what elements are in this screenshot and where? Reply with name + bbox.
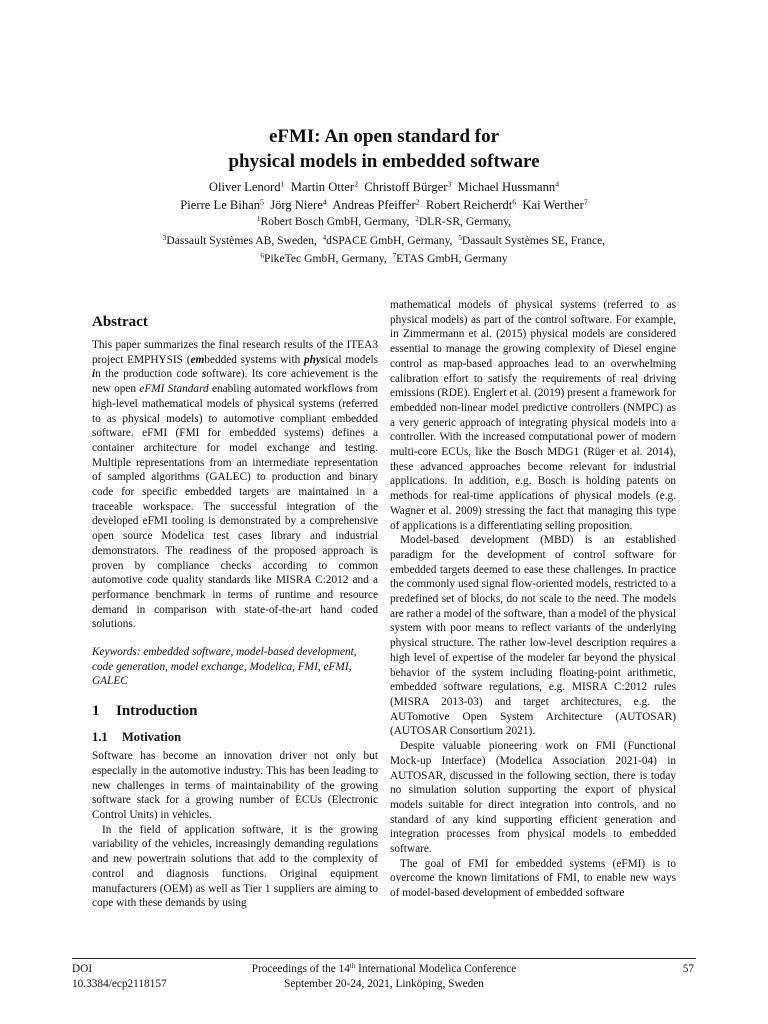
affil-line-2 xyxy=(0,232,768,251)
abstract-heading: Abstract xyxy=(92,314,148,330)
author-affil-num: 2 xyxy=(354,179,358,189)
body-paragraph: mathematical models of physical systems (referred to as physical models) as part of the control software. For example, in Zimmermann et al. (2015) physical models are considered essential to manage the growing complexity of Diesel engine control as map-based approaches lead to an overwhelming calibration effort to satisfy the requirements of real driving emissions (RDE). Englert et al. (2019) present a framework for embedded non-linear model predictive controllers (NMPC) as a very generic approach of integrating physical models into a controller. With the increased computational power of modern multi-core ECUs, like the Bosch MDG1 (Rüger et al. 2014), these advanced approaches become relevant for industrial applications. In addition, e.g. Bosch is holding patents on methods for real-time applications of physical models (e.g. Wagner et al. 2009) stressing the fact that managing this type of applications is a differentiating selling proposition. xyxy=(390,299,676,532)
affil-num: 3 xyxy=(162,233,167,242)
proceedings-title: Proceedings of the 14th International Modelica Conference xyxy=(251,962,517,975)
affil-num: 1 xyxy=(256,215,261,224)
footer-proceedings xyxy=(180,962,588,992)
paper-title xyxy=(0,124,768,174)
subsection-title: Motivation xyxy=(122,730,182,745)
affil-num: 5 xyxy=(458,233,462,242)
affil-text: Dassault Systèmes AB, Sweden, xyxy=(166,233,317,247)
left-column xyxy=(92,312,378,911)
right-column xyxy=(390,298,676,901)
author-affil-num: 2 xyxy=(415,197,420,207)
conference-date: September 20-24, 2021, Linköping, Sweden xyxy=(284,978,484,990)
author-affil-num: 7 xyxy=(583,197,588,207)
page-number: 57 xyxy=(682,963,694,975)
affil-line-1 xyxy=(0,213,768,232)
author-name: Kai Werther xyxy=(522,198,584,212)
subsection-number: 1.1 xyxy=(92,730,108,745)
affiliation-list xyxy=(0,213,768,269)
author-affil-num: 3 xyxy=(447,179,452,189)
author-affil-num: 5 xyxy=(260,197,264,207)
affil-num: 4 xyxy=(322,233,327,242)
doi-label: DOI xyxy=(72,963,93,975)
abstract-paragraph: This paper summarizes the final research results of the ITEA3 project EMPHYSIS (embedded systems with physical models in the production code software). Its core achievement is the new open eFMI Standard enabling automated workflows from high-level mathematical models of physical systems (referred to as physical models) to automotive compliant embedded software. eFMI (FMI for embedded systems) defines a container architecture for model exchange and testing. Multiple representations from an intermediate representation of sampled algorithms (GALEC) to production and binary code for specific embedded targets are maintained in a traceable workspace. The successful integration of the developed eFMI tooling is demonstrated by a comprehensive open source Modelica test cases library and industrial demonstrators. The readiness of the proposed approach is proven by compliance checks according to common automotive code quality standards like MISRA C:2012 and a performance benchmark in terms of runtime and resource demand in comparison with state-of-the-art hand coded solutions. xyxy=(92,339,379,631)
author-name: Robert Reicherdt xyxy=(425,198,513,212)
body-paragraph: Model-based development (MBD) is an established paradigm for the development of control software for embedded targets deemed to ease these challenges. In practice the commonly used signal flow-oriented models, restricted to a predefined set of blocks, do not scale to the need. The models are rather a model of the software, than a model of the physical system with poor means to reflect variants of the underlying physical structure. The rather low-level description requires a high level of expertise of the modeler far beyond the physical behavior of the system including floating-point arithmetic, embedded software regulations, e.g. MISRA C:2012 rules (MISRA 2013-03) and target architectures, e.g. the AUTomotive Open System Architecture (AUTOSAR) (AUTOSAR Consortium 2021). xyxy=(390,534,676,738)
affil-text: ETAS GmbH, Germany xyxy=(396,252,508,265)
keywords: Keywords: embedded software, model-based development, code generation, model exchange, Modelica, FMI, eFMI, GALEC xyxy=(92,646,357,688)
affil-line-3 xyxy=(0,250,768,269)
doi-value: 10.3384/ecp2118157 xyxy=(72,978,167,990)
author-affil-num: 4 xyxy=(555,179,560,189)
body-paragraph: Software has become an innovation driver not only but especially in the automotive industry. This has been leading to new challenges in terms of maintainability of the growing software stack for a growing number of ECUs (Electronic Control Units) in vehicles. xyxy=(92,750,378,821)
footer-doi xyxy=(72,962,167,992)
body-paragraph: In the field of application software, it is the growing variability of the vehicles, increasingly demanding regulations and new powertrain solutions that add to the complexity of control and diagnosis functions. Original equipment manufacturers (OEM) as well as Tier 1 suppliers are aiming to cope with these demands by using xyxy=(92,823,378,910)
affil-num: 2 xyxy=(415,215,419,224)
author-affil-num: 6 xyxy=(512,197,517,207)
affil-text: dSPACE GmbH, Germany, xyxy=(326,233,453,247)
subsection-heading xyxy=(92,729,378,745)
author-list xyxy=(0,178,768,214)
affil-num: 7 xyxy=(392,252,397,261)
title-line-2: physical models in embedded software xyxy=(228,151,540,172)
author-name: Jörg Niere xyxy=(270,198,323,212)
section-title: Introduction xyxy=(116,703,198,720)
author-line-1 xyxy=(0,178,768,196)
author-name: Michael Hussmann xyxy=(457,180,556,194)
affil-text: Robert Bosch GmbH, Germany, xyxy=(260,215,410,228)
author-affil-num: 1 xyxy=(280,179,285,189)
author-name: Martin Otter xyxy=(290,180,355,194)
author-affil-num: 4 xyxy=(322,197,327,207)
author-line-2 xyxy=(0,196,768,214)
section-number: 1 xyxy=(92,703,100,720)
affil-text: PikeTec GmbH, Germany, xyxy=(264,252,387,265)
author-name: Christoff Bürger xyxy=(364,180,448,194)
body-paragraph: Despite valuable pioneering work on FMI (Functional Mock-up Interface) (Modelica Association 2021-04) in AUTOSAR, discussed in the following section, there is today no simulation solution supporting the export of physical models suitable for direct integration into controls, and no standard of any kind supporting efficient generation and integration processes from physical models to embedded software. xyxy=(390,740,676,856)
body-paragraph: The goal of FMI for embedded systems (eFMI) is to overcome the known limitations of FMI, to enable new ways of model-based development of embedded software xyxy=(390,857,676,900)
footer-rule xyxy=(72,958,696,959)
author-name: Oliver Lenord xyxy=(208,180,281,194)
affil-text: DLR-SR, Germany, xyxy=(418,215,512,228)
title-line-1: eFMI: An open standard for xyxy=(268,126,500,147)
section-heading xyxy=(92,701,378,721)
author-name: Andreas Pfeiffer xyxy=(332,198,416,212)
author-name: Pierre Le Bihan xyxy=(180,198,261,212)
affil-num: 6 xyxy=(260,252,265,261)
affil-text: Dassault Systèmes SE, France, xyxy=(461,233,606,247)
